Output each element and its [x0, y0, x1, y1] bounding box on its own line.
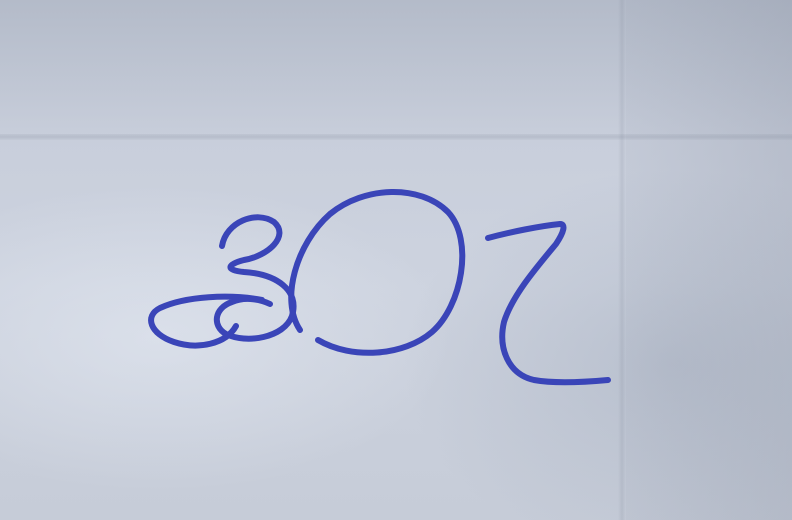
digit-3-stroke — [151, 217, 293, 345]
digit-0-stroke — [291, 192, 462, 353]
digit-2-stroke — [488, 224, 608, 382]
